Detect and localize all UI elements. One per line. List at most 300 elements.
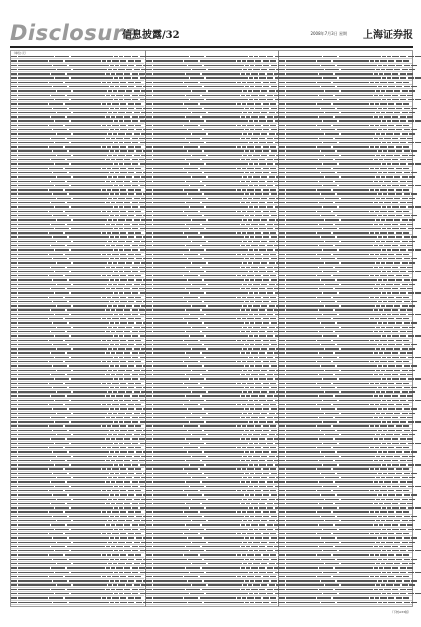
table-cell	[112, 103, 119, 104]
table-cell	[415, 486, 421, 487]
table-cell	[384, 546, 391, 547]
table-cell	[192, 112, 206, 113]
table-cell	[128, 86, 134, 87]
table-cell	[335, 224, 373, 225]
table-cell	[124, 400, 131, 401]
table-cell	[384, 95, 391, 96]
table-cell	[255, 494, 262, 495]
table-cell	[202, 181, 240, 182]
table-cell	[378, 602, 382, 603]
table-cell	[376, 520, 380, 521]
table-cell	[400, 357, 406, 358]
table-cell	[378, 344, 382, 345]
table-cell	[18, 314, 54, 315]
table-cell	[120, 125, 126, 126]
table-cell	[192, 413, 206, 414]
table-cell	[400, 159, 406, 160]
table-cell	[286, 309, 318, 310]
table-cell	[132, 138, 138, 139]
table-cell	[286, 86, 320, 87]
table-cell	[112, 168, 119, 169]
table-cell	[286, 133, 324, 134]
table-cell	[110, 279, 114, 280]
table-cell	[411, 215, 417, 216]
table-cell	[192, 520, 206, 521]
table-cell	[242, 275, 246, 276]
table-cell	[115, 559, 119, 560]
table-cell	[69, 451, 109, 452]
table-cell	[11, 69, 17, 70]
table-cell	[400, 421, 406, 422]
table-cell	[411, 473, 417, 474]
table-cell	[381, 434, 385, 435]
table-cell	[319, 524, 333, 525]
table-cell	[270, 404, 276, 405]
table-cell	[49, 425, 63, 426]
table-cell	[153, 511, 183, 512]
table-cell	[251, 224, 258, 225]
table-cell	[18, 400, 54, 401]
table-cell	[110, 494, 114, 495]
table-cell	[411, 602, 417, 603]
table-cell	[49, 597, 63, 598]
table-cell	[335, 546, 373, 547]
table-cell	[388, 65, 395, 66]
table-cell	[323, 271, 337, 272]
table-cell	[279, 95, 285, 96]
table-cell	[108, 542, 112, 543]
table-cell	[67, 267, 105, 268]
table-cell	[411, 172, 417, 173]
table-cell	[270, 318, 276, 319]
table-cell	[18, 408, 52, 409]
table-cell	[208, 305, 242, 306]
table-cell	[253, 348, 260, 349]
table-cell	[110, 172, 114, 173]
table-cell	[279, 215, 285, 216]
table-cell	[188, 451, 202, 452]
table-cell	[132, 73, 138, 74]
table-cell	[279, 430, 285, 431]
table-cell	[286, 365, 320, 366]
table-cell	[186, 352, 200, 353]
table-cell	[73, 563, 107, 564]
table-cell	[263, 254, 269, 255]
table-cell	[146, 322, 152, 323]
table-cell	[388, 408, 395, 409]
table-cell	[376, 584, 380, 585]
table-cell	[106, 159, 110, 160]
table-cell	[153, 60, 183, 61]
table-cell	[259, 202, 265, 203]
table-cell	[18, 421, 54, 422]
table-cell	[116, 589, 123, 590]
table-cell	[317, 361, 331, 362]
table-cell	[259, 309, 265, 310]
table-cell	[317, 189, 331, 190]
table-cell	[71, 593, 113, 594]
table-cell	[337, 108, 377, 109]
table-cell	[409, 477, 415, 478]
table-cell	[132, 245, 138, 246]
table-cell	[135, 146, 141, 147]
table-cell	[184, 468, 198, 469]
table-cell	[337, 387, 377, 388]
table-cell	[114, 400, 118, 401]
table-cell	[146, 60, 152, 61]
table-cell	[392, 309, 398, 310]
table-cell	[11, 314, 17, 315]
table-cell	[286, 537, 320, 538]
table-cell	[396, 344, 402, 345]
table-cell	[18, 589, 50, 590]
table-cell	[381, 584, 385, 585]
table-cell	[335, 288, 373, 289]
table-cell	[65, 103, 101, 104]
table-cell	[403, 425, 409, 426]
table-cell	[279, 65, 285, 66]
table-cell	[18, 82, 48, 83]
table-cell	[261, 499, 267, 500]
table-cell	[404, 494, 410, 495]
table-cell	[396, 146, 402, 147]
table-cell	[407, 567, 413, 568]
table-cell	[263, 580, 269, 581]
table-cell	[402, 370, 408, 371]
table-cell	[317, 554, 331, 555]
table-cell	[146, 490, 152, 491]
table-cell	[270, 361, 276, 362]
table-cell	[11, 232, 17, 233]
table-cell	[188, 193, 202, 194]
table-cell	[132, 546, 138, 547]
table-cell	[128, 451, 134, 452]
table-cell	[250, 559, 254, 560]
table-cell	[120, 447, 126, 448]
table-cell	[263, 404, 269, 405]
table-cell	[394, 155, 400, 156]
table-cell	[404, 451, 410, 452]
table-cell	[394, 348, 400, 349]
table-cell	[411, 301, 417, 302]
table-cell	[188, 559, 202, 560]
table-cell	[381, 370, 385, 371]
table-cell	[251, 417, 258, 418]
table-cell	[206, 357, 248, 358]
table-cell	[11, 348, 17, 349]
table-cell	[124, 524, 130, 525]
table-cell	[73, 370, 107, 371]
table-cell	[128, 254, 134, 255]
table-cell	[55, 249, 69, 250]
table-cell	[271, 516, 277, 517]
table-cell	[317, 232, 331, 233]
table-cell	[259, 142, 266, 143]
table-cell	[111, 159, 115, 160]
table-cell	[263, 60, 269, 61]
table-cell	[111, 417, 115, 418]
table-cell	[386, 499, 393, 500]
table-cell	[254, 185, 258, 186]
table-cell	[337, 322, 377, 323]
table-cell	[11, 331, 17, 332]
table-cell	[114, 292, 118, 293]
table-cell	[55, 400, 69, 401]
table-cell	[271, 322, 277, 323]
table-cell	[135, 597, 141, 598]
table-cell	[261, 584, 267, 585]
table-cell	[153, 529, 189, 530]
table-cell	[237, 511, 241, 512]
table-cell	[380, 146, 387, 147]
table-cell	[134, 584, 140, 585]
table-cell	[53, 150, 67, 151]
table-cell	[65, 554, 101, 555]
table-cell	[11, 499, 17, 500]
table-cell	[253, 112, 260, 113]
table-cell	[208, 584, 242, 585]
table-cell	[206, 185, 248, 186]
table-cell	[286, 490, 316, 491]
table-cell	[49, 554, 63, 555]
table-cell	[51, 245, 65, 246]
table-cell	[286, 589, 318, 590]
table-cell	[146, 383, 152, 384]
table-cell	[381, 499, 385, 500]
table-cell	[128, 297, 134, 298]
table-cell	[118, 413, 125, 414]
table-cell	[153, 490, 183, 491]
table-cell	[259, 481, 265, 482]
table-cell	[124, 142, 131, 143]
table-cell	[146, 537, 152, 538]
table-cell	[18, 236, 52, 237]
table-cell	[321, 451, 335, 452]
table-cell	[146, 387, 152, 388]
table-cell	[387, 335, 391, 336]
table-cell	[261, 305, 267, 306]
table-cell	[387, 271, 391, 272]
table-cell	[135, 168, 141, 169]
table-cell	[128, 425, 134, 426]
table-cell	[392, 249, 399, 250]
table-cell	[249, 550, 253, 551]
table-cell	[404, 108, 410, 109]
table-cell	[267, 99, 273, 100]
table-cell	[409, 69, 415, 70]
table-cell	[411, 365, 417, 366]
table-cell	[124, 550, 131, 551]
table-cell	[409, 434, 415, 435]
table-cell	[134, 198, 140, 199]
table-cell	[18, 133, 56, 134]
table-cell	[208, 176, 242, 177]
table-cell	[51, 288, 65, 289]
table-cell	[18, 537, 52, 538]
table-cell	[379, 224, 383, 225]
table-cell	[402, 198, 408, 199]
table-cell	[400, 56, 406, 57]
table-cell	[136, 150, 142, 151]
table-cell	[286, 542, 324, 543]
table-cell	[380, 168, 387, 169]
table-cell	[400, 335, 406, 336]
table-cell	[370, 60, 374, 61]
table-cell	[11, 159, 17, 160]
table-cell	[11, 400, 17, 401]
table-cell	[124, 335, 131, 336]
table-cell	[267, 56, 273, 57]
table-cell	[241, 524, 245, 525]
table-cell	[51, 267, 65, 268]
table-cell	[263, 82, 269, 83]
table-cell	[246, 245, 250, 246]
table-cell	[408, 378, 414, 379]
table-cell	[107, 576, 111, 577]
table-cell	[188, 86, 202, 87]
table-cell	[374, 589, 378, 590]
table-cell	[146, 159, 152, 160]
table-cell	[387, 56, 391, 57]
table-cell	[384, 589, 391, 590]
table-cell	[269, 520, 275, 521]
table-cell	[380, 275, 387, 276]
table-cell	[119, 77, 123, 78]
table-cell	[18, 430, 52, 431]
table-cell	[146, 344, 152, 345]
table-cell	[18, 357, 54, 358]
table-cell	[153, 198, 191, 199]
table-cell	[378, 236, 382, 237]
table-cell	[411, 322, 417, 323]
table-cell	[388, 215, 395, 216]
table-cell	[245, 559, 249, 560]
table-cell	[403, 447, 409, 448]
table-cell	[261, 241, 267, 242]
table-cell	[106, 524, 110, 525]
table-cell	[379, 331, 383, 332]
table-cell	[382, 335, 386, 336]
table-cell	[184, 168, 198, 169]
table-cell	[335, 309, 373, 310]
table-cell	[261, 90, 267, 91]
table-cell	[102, 597, 106, 598]
table-cell	[376, 542, 380, 543]
table-cell	[102, 103, 106, 104]
table-cell	[11, 520, 17, 521]
table-cell	[11, 249, 17, 250]
table-cell	[403, 168, 409, 169]
table-cell	[263, 425, 269, 426]
table-cell	[65, 468, 101, 469]
table-cell	[286, 516, 320, 517]
table-cell	[255, 82, 261, 83]
table-cell	[139, 524, 145, 525]
table-cell	[271, 451, 277, 452]
table-cell	[120, 576, 126, 577]
table-cell	[107, 275, 111, 276]
table-cell	[392, 142, 399, 143]
table-cell	[153, 202, 185, 203]
table-cell	[255, 318, 261, 319]
table-cell	[335, 202, 373, 203]
table-cell	[136, 258, 142, 259]
table-cell	[243, 69, 247, 70]
table-cell	[333, 447, 369, 448]
table-cell	[261, 198, 267, 199]
table-cell	[153, 597, 183, 598]
table-cell	[202, 331, 240, 332]
table-cell	[267, 572, 273, 573]
table-cell	[69, 258, 109, 259]
table-cell	[153, 322, 187, 323]
table-cell	[146, 340, 152, 341]
table-cell	[415, 378, 421, 379]
table-cell	[251, 95, 258, 96]
table-cell	[409, 391, 415, 392]
table-cell	[71, 443, 113, 444]
table-cell	[263, 473, 269, 474]
table-cell	[384, 181, 391, 182]
table-cell	[237, 189, 241, 190]
table-cell	[408, 77, 414, 78]
table-cell	[403, 511, 409, 512]
table-cell	[241, 309, 245, 310]
table-cell	[286, 301, 320, 302]
table-cell	[335, 374, 373, 375]
table-cell	[18, 533, 48, 534]
table-cell	[18, 262, 56, 263]
table-cell	[269, 176, 275, 177]
table-cell	[153, 520, 191, 521]
table-cell	[376, 90, 380, 91]
table-cell	[378, 172, 382, 173]
table-cell	[247, 318, 254, 319]
table-cell	[270, 425, 276, 426]
table-cell	[146, 236, 152, 237]
table-cell	[108, 391, 112, 392]
table-cell	[247, 554, 254, 555]
brand-logo: Disclosure	[10, 21, 139, 45]
table-cell	[18, 279, 52, 280]
table-cell	[200, 383, 236, 384]
table-cell	[186, 288, 200, 289]
table-cell	[18, 172, 52, 173]
table-cell	[255, 554, 261, 555]
table-cell	[126, 112, 132, 113]
table-cell	[242, 318, 246, 319]
table-cell	[382, 185, 386, 186]
table-cell	[381, 456, 385, 457]
table-cell	[140, 249, 146, 250]
table-cell	[396, 597, 402, 598]
table-cell	[128, 516, 134, 517]
table-cell	[134, 477, 140, 478]
table-cell	[200, 189, 236, 190]
table-cell	[375, 576, 379, 577]
table-cell	[408, 572, 414, 573]
table-cell	[319, 224, 333, 225]
table-cell	[250, 430, 254, 431]
table-cell	[383, 215, 387, 216]
table-cell	[263, 430, 269, 431]
table-cell	[279, 150, 285, 151]
table-cell	[402, 456, 408, 457]
table-cell	[146, 413, 152, 414]
table-cell	[206, 400, 248, 401]
table-cell	[11, 554, 17, 555]
table-cell	[146, 142, 152, 143]
